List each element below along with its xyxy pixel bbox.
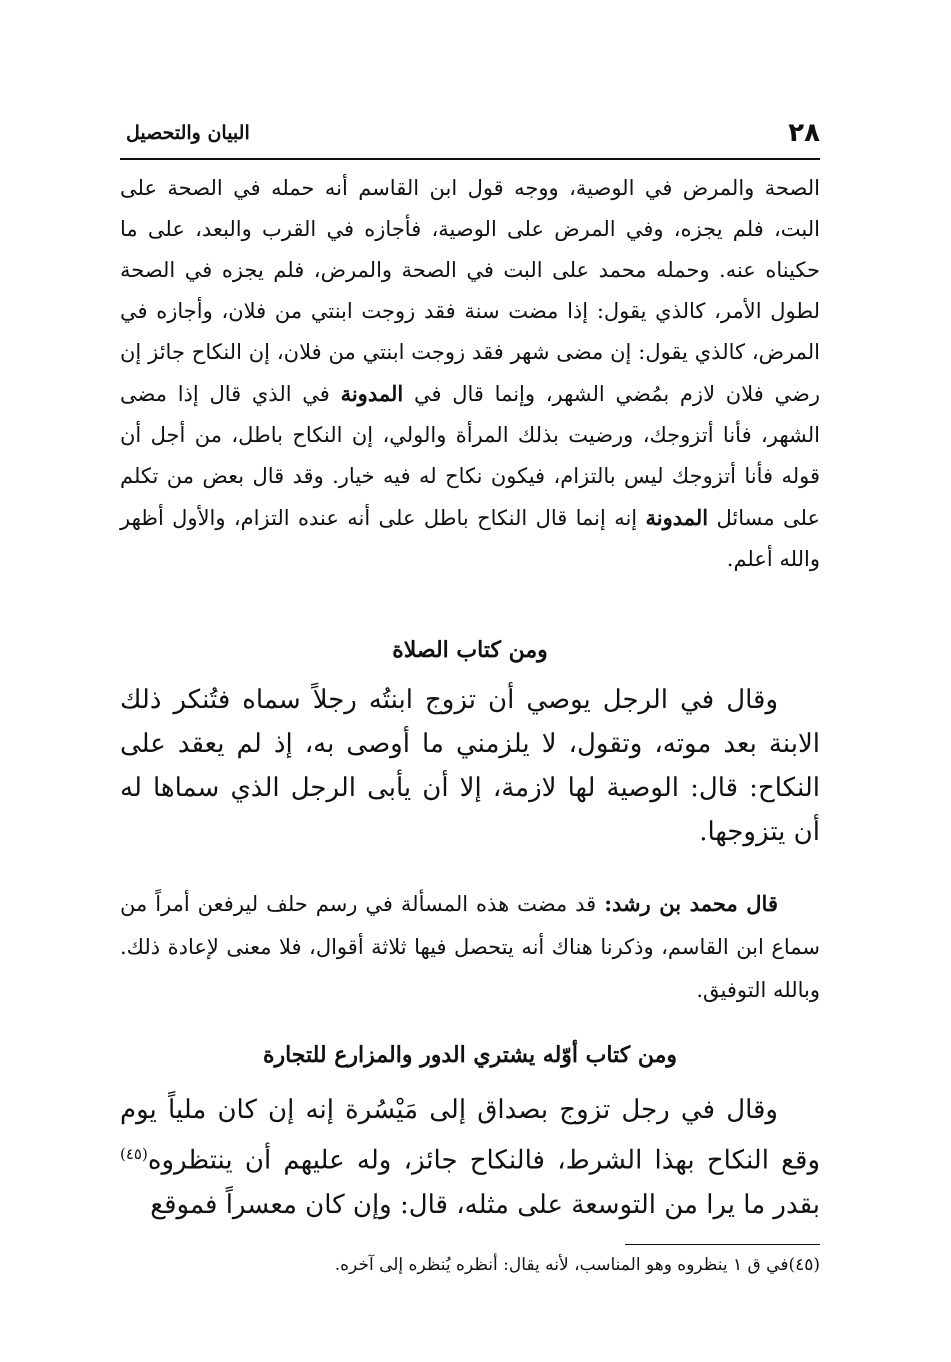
paragraph-text: وقال في رجل تزوج بصداق إلى مَيْسُرة إنه إن كان ملياً يوم وقع النكاح بهذا الشرط، فالنكاح جائز، وله عليهم أن ينتظروه	[120, 1095, 820, 1176]
book-page	[120, 110, 820, 1310]
footnote-marker: (٤٥)	[120, 1145, 148, 1163]
paragraph-text: في الذي قال إذا مضى الشهر، فأنا أتزوجك، ورضيت بذلك المرأة والولي، إن النكاح باطل، من أجل أن قوله فأنا أتزوجك ليس بالتزام، فيكون نكاح له فيه خيار. وقد قال بعض من تكلم على مسائل	[120, 382, 820, 530]
paragraph-text: الصحة والمرض في الوصية، ووجه قول ابن القاسم أنه حمله في الصحة على البت، فلم يجزه، وفي المرض على الوصية، فأجازه في القرب والبعد، على ما حكيناه عنه. وحمله محمد على البت في الصحة والمرض، فلم يجزه في الصحة لطول الأمر، كالذي يقول: إذا مضت سنة فقد زوجت ابنتي من فلان، وأجازه في المرض، كالذي يقول: إن مضى شهر فقد زوجت ابنتي من فلان، إن النكاح جائز إن رضي فلان لازم بمُضي الشهر، وإنما قال في	[120, 176, 820, 406]
paragraph-text: بقدر ما يرا من التوسعة على مثله، قال: وإن كان معسراً فموقع	[150, 1189, 820, 1220]
text-paragraph: وقال في الرجل يوصي أن تزوج ابنتُه رجلاً سماه فتُنكر ذلك الابنة بعد موته، وتقول، لا يلزمني ما أوصى به، إذ لم يعقد على النكاح: قال: الوصية لها لازمة، إلا أن يأبى الرجل الذي سماها له أن يتزوجها.	[120, 685, 820, 847]
footnote: (٤٥)في ق ١ ينظروه وهو المناسب، لأنه يقال: أنظره يُنظره إلى آخره.	[334, 1255, 820, 1275]
running-header	[120, 118, 820, 150]
header-rule	[120, 158, 820, 160]
speaker-label: قال محمد بن رشد:	[604, 891, 778, 916]
section-heading: ومن كتاب الصلاة	[392, 637, 548, 663]
paragraph-text: قد مضت هذه المسألة في رسم حلف ليرفعن أمراً من سماع ابن القاسم، وذكرنا هناك أنه يتحصل فيها ثلاثة أقوال، فلا معنى لإعادة ذلك. وبالله التوفيق.	[120, 892, 820, 1002]
paragraph-text: إنه إنما قال النكاح باطل على أنه عنده التزام، والأول أظهر والله أعلم.	[120, 506, 820, 571]
text-paragraph	[120, 1088, 820, 1227]
mudawwana-reference: المدونة	[645, 505, 709, 530]
mudawwana-reference: المدونة	[340, 381, 404, 406]
section-heading: ومن كتاب أوّله يشتري الدور والمزارع للتجارة	[262, 1042, 678, 1068]
book-title: البيان والتحصيل	[126, 122, 250, 144]
commentary-paragraph	[120, 168, 820, 580]
footnote-rule	[625, 1244, 820, 1245]
commentary-paragraph	[120, 882, 820, 1012]
page-number: ٢٨	[788, 118, 820, 148]
